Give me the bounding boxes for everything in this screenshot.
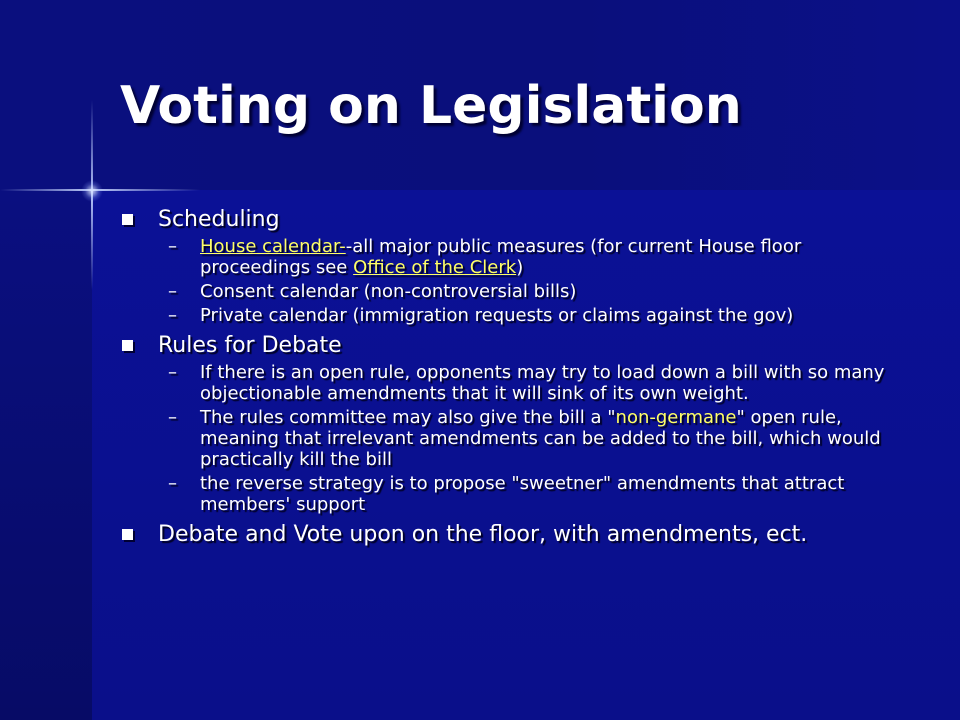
sub-item-text: The rules committee may also give the bill a " bbox=[200, 407, 616, 428]
sub-item-text: " open rule, meaning that irrelevant amendments can be added to the bill, which would practically kill the bill bbox=[200, 407, 881, 470]
sub-item-text: If there is an open rule, opponents may try to load down a bill with so many objectionable amendments that it will sink of its own weight. bbox=[200, 362, 885, 404]
sub-item-text: -all major public measures (for current House floor proceedings see bbox=[200, 236, 802, 278]
sub-item-reverse-strategy bbox=[120, 473, 910, 515]
bullet-rules-for-debate bbox=[120, 332, 910, 359]
dash-marker: – bbox=[168, 305, 177, 326]
sub-item-text: Private calendar (immigration requests or claims against the gov) bbox=[200, 305, 794, 326]
sublist-scheduling bbox=[120, 236, 910, 326]
sub-item-text: Consent calendar (non-controversial bills) bbox=[200, 281, 577, 302]
sublist-rules-for-debate bbox=[120, 362, 910, 515]
square-bullet-icon bbox=[122, 214, 133, 225]
office-of-the-clerk-link[interactable]: Office of the Clerk bbox=[353, 257, 517, 278]
bullet-debate-and-vote bbox=[120, 521, 910, 548]
slide-content bbox=[120, 206, 910, 548]
dash-marker: – bbox=[168, 407, 177, 428]
sub-item-text: the reverse strategy is to propose "sweetner" amendments that attract members' support bbox=[200, 473, 845, 515]
square-bullet-icon bbox=[122, 529, 133, 540]
sub-item-text: ) bbox=[516, 257, 524, 278]
sub-item-private-calendar bbox=[120, 305, 910, 326]
sub-item-open-rule bbox=[120, 362, 910, 404]
bullet-label: Rules for Debate bbox=[158, 333, 342, 358]
non-germane-highlight: non-germane bbox=[615, 407, 737, 428]
dash-marker: – bbox=[168, 362, 177, 383]
dash-marker: – bbox=[168, 473, 177, 494]
sub-item-house-calendar bbox=[120, 236, 910, 278]
sub-item-non-germane bbox=[120, 407, 910, 470]
dash-marker: – bbox=[168, 281, 177, 302]
sub-item-consent-calendar bbox=[120, 281, 910, 302]
square-bullet-icon bbox=[122, 340, 133, 351]
dash-marker: – bbox=[168, 236, 177, 257]
sparkle-star-icon bbox=[81, 180, 103, 202]
bullet-label: Scheduling bbox=[158, 207, 280, 232]
bullet-label: Debate and Vote upon on the floor, with amendments, ect. bbox=[158, 522, 808, 547]
slide-title: Voting on Legislation bbox=[120, 76, 742, 136]
background-left-band bbox=[0, 190, 92, 720]
bullet-scheduling bbox=[120, 206, 910, 233]
house-calendar-link[interactable]: House calendar- bbox=[200, 236, 346, 257]
